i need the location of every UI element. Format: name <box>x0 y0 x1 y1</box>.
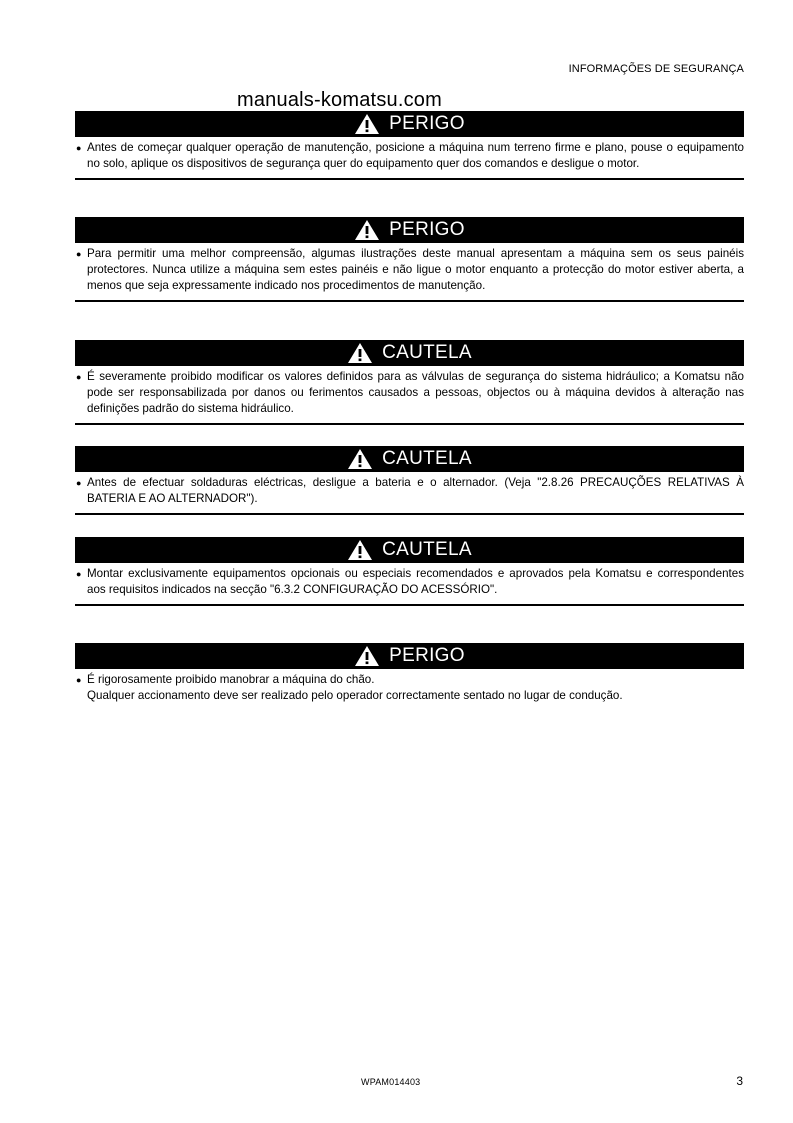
notice-text: Montar exclusivamente equipamentos opcionais ou especiais recomendados e aprovados pela Komatsu e correspondentes aos requisitos indicados na secção "6.3.2 CONFIGURAÇÃO DO ACESSÓRIO". <box>87 567 744 596</box>
notice-body <box>75 243 744 302</box>
notice-banner <box>75 643 744 669</box>
bullet-icon: ● <box>76 372 82 382</box>
notice-body <box>75 472 744 515</box>
notice-label: PERIGO <box>389 113 465 134</box>
bullet-icon: ● <box>76 143 82 153</box>
notice-banner <box>75 111 744 137</box>
notice-banner <box>75 446 744 472</box>
list-item <box>75 246 744 294</box>
notice-banner <box>75 217 744 243</box>
warning-triangle-icon <box>354 219 380 241</box>
notice-text-second-line: Qualquer accionamento deve ser realizado pelo operador correctamente sentado no lugar de condução. <box>87 689 623 702</box>
warning-triangle-icon <box>347 342 373 364</box>
notice-text: É severamente proibido modificar os valores definidos para as válvulas de segurança do sistema hidráulico; a Komatsu não pode ser responsabilizada por danos ou ferimentos causados a pessoas, objectos ou à máquina devidos à alteração nas definições padrão do sistema hidráulico. <box>87 370 744 415</box>
warning-triangle-icon <box>354 645 380 667</box>
danger-notice <box>75 111 744 180</box>
caution-notice <box>75 340 744 425</box>
page-number: 3 <box>736 1074 743 1088</box>
warning-triangle-icon <box>347 539 373 561</box>
bullet-icon: ● <box>76 478 82 488</box>
danger-notice <box>75 643 744 710</box>
notice-body <box>75 366 744 425</box>
document-code: WPAM014403 <box>361 1077 421 1087</box>
warning-triangle-icon <box>354 113 380 135</box>
bullet-icon: ● <box>76 675 82 685</box>
caution-notice <box>75 446 744 515</box>
watermark-text: manuals-komatsu.com <box>237 89 442 111</box>
header-section-title: INFORMAÇÕES DE SEGURANÇA <box>568 63 744 75</box>
notice-text: Antes de começar qualquer operação de manutenção, posicione a máquina num terreno firme e plano, pouse o equipamento no solo, aplique os dispositivos de segurança quer do equipamento quer dos comandos e desligue o motor. <box>87 141 744 170</box>
notice-label: CAUTELA <box>382 448 472 469</box>
caution-notice <box>75 537 744 606</box>
notice-text: É rigorosamente proibido manobrar a máquina do chão. <box>87 673 375 686</box>
notice-text: Para permitir uma melhor compreensão, algumas ilustrações deste manual apresentam a máquina sem os seus painéis protectores. Nunca utilize a máquina sem estes painéis e não ligue o motor enquanto a protecção do motor estiver aberta, a menos que seja expressamente indicado nos procedimentos de manutenção. <box>87 247 744 292</box>
notice-body <box>75 669 744 710</box>
notice-text: Antes de efectuar soldaduras eléctricas, desligue a bateria e o alternador. (Veja "2.8.26 PRECAUÇÕES RELATIVAS À BATERIA E AO ALTERNADOR"). <box>87 476 744 505</box>
list-item <box>75 475 744 507</box>
notice-label: CAUTELA <box>382 342 472 363</box>
list-item <box>75 140 744 172</box>
bullet-icon: ● <box>76 569 82 579</box>
notice-banner <box>75 340 744 366</box>
list-item <box>75 566 744 598</box>
notice-body <box>75 563 744 606</box>
bullet-icon: ● <box>76 249 82 259</box>
warning-triangle-icon <box>347 448 373 470</box>
notice-body <box>75 137 744 180</box>
notice-label: CAUTELA <box>382 539 472 560</box>
notice-label: PERIGO <box>389 219 465 240</box>
notice-banner <box>75 537 744 563</box>
list-item <box>75 672 744 704</box>
list-item <box>75 369 744 417</box>
notice-label: PERIGO <box>389 645 465 666</box>
danger-notice <box>75 217 744 302</box>
